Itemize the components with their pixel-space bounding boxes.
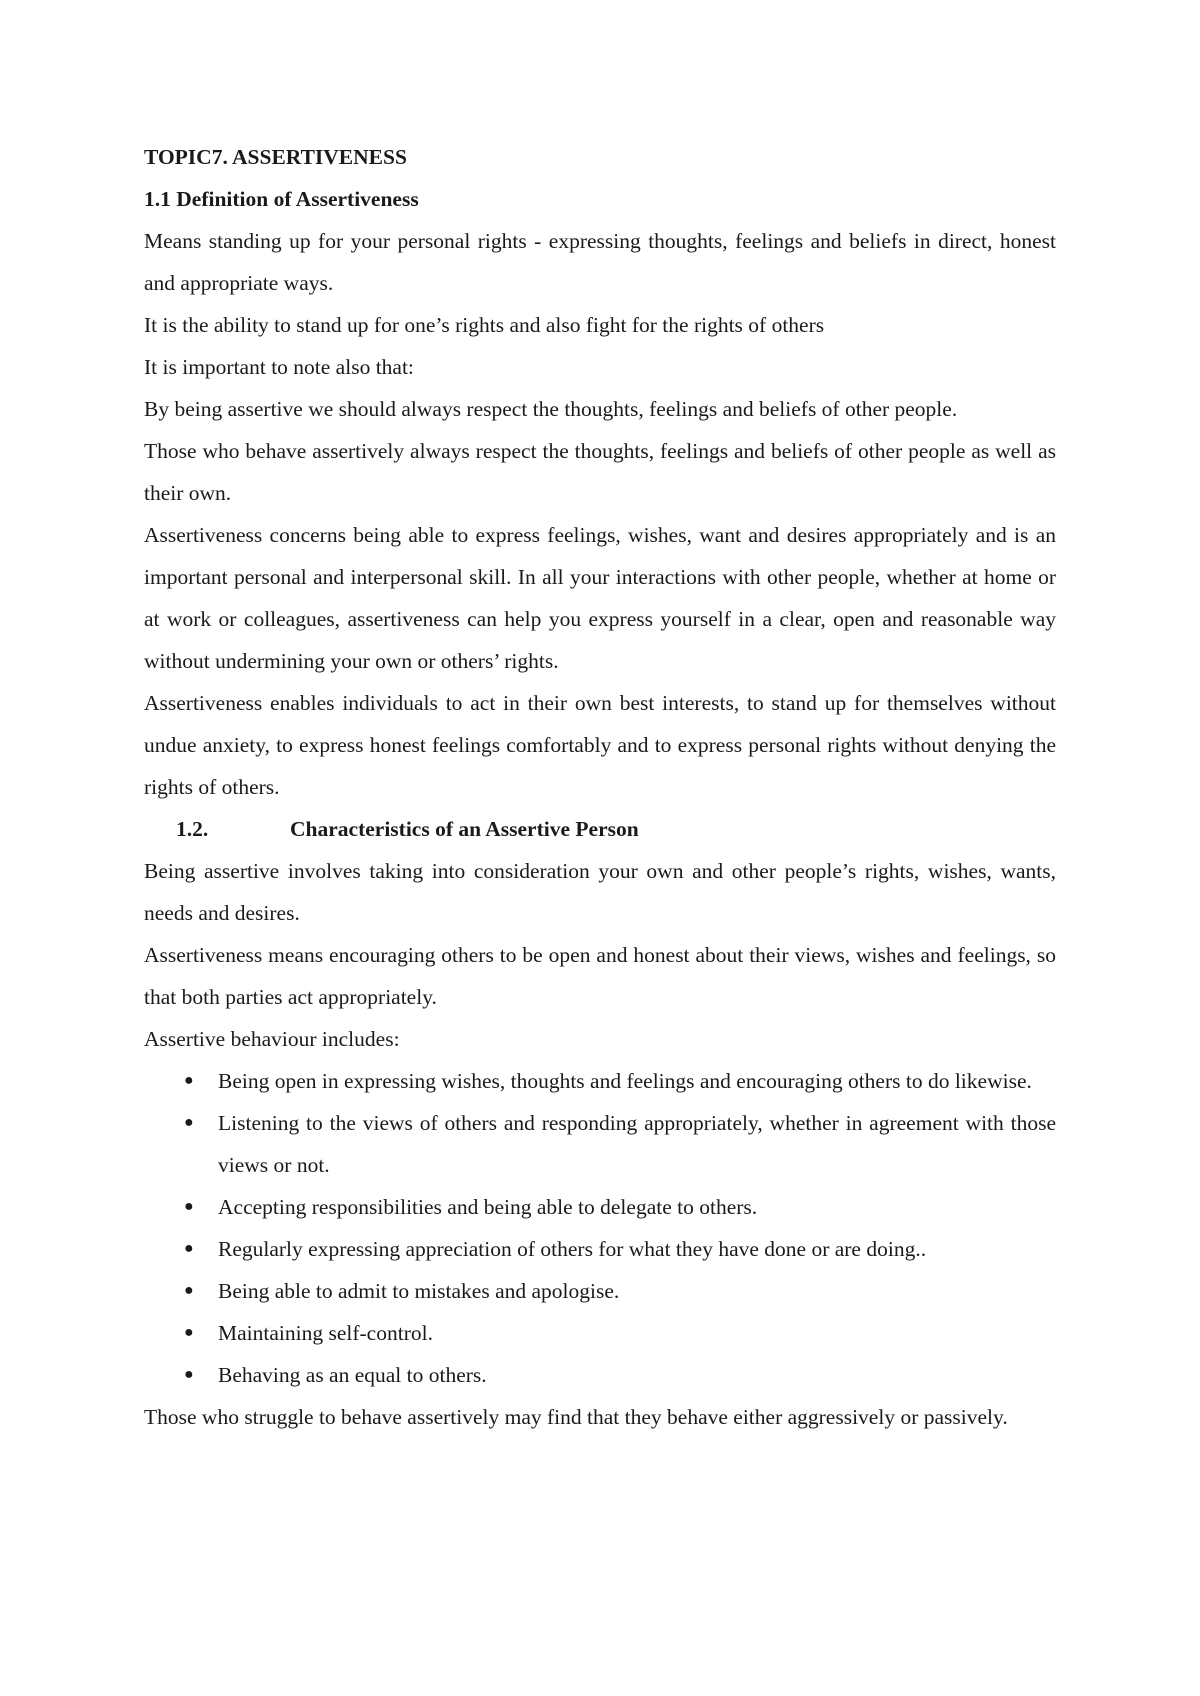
list-item — [144, 1060, 1056, 1102]
list-item-text: Regularly expressing appreciation of others for what they have done or are doing.. — [218, 1237, 927, 1261]
list-item — [144, 1312, 1056, 1354]
paragraph: Means standing up for your personal rights - expressing thoughts, feelings and beliefs in direct, honest and appropriate ways. — [144, 229, 1056, 295]
document-page — [144, 136, 1056, 1438]
list-item-text: Listening to the views of others and responding appropriately, whether in agreement with those views or not. — [218, 1111, 1056, 1177]
closing-paragraph: Those who struggle to behave assertively may find that they behave either aggressively or passively. — [144, 1405, 1008, 1429]
section-number: 1.2. — [176, 817, 209, 841]
list-item-text: Maintaining self-control. — [218, 1321, 433, 1345]
paragraph: Assertive behaviour includes: — [144, 1027, 400, 1051]
bullet-icon: ● — [184, 1198, 194, 1215]
bullet-icon: ● — [184, 1114, 194, 1131]
list-item — [144, 1228, 1056, 1270]
paragraph: It is the ability to stand up for one’s rights and also fight for the rights of others — [144, 313, 825, 337]
list-item-text: Being open in expressing wishes, thoughts and feelings and encouraging others to do likewise. — [218, 1069, 1032, 1093]
bullet-icon: ● — [184, 1282, 194, 1299]
behaviour-list — [144, 1060, 1056, 1396]
bullet-icon: ● — [184, 1072, 194, 1089]
list-item — [144, 1270, 1056, 1312]
bullet-icon: ● — [184, 1366, 194, 1383]
paragraph: Being assertive involves taking into consideration your own and other people’s rights, wishes, wants, needs and desires. — [144, 859, 1056, 925]
list-item-text: Accepting responsibilities and being able to delegate to others. — [218, 1195, 758, 1219]
section-heading-text: Characteristics of an Assertive Person — [290, 817, 639, 841]
list-item — [144, 1102, 1056, 1186]
paragraph: By being assertive we should always respect the thoughts, feelings and beliefs of other people. — [144, 397, 958, 421]
section-heading-definition: 1.1 Definition of Assertiveness — [144, 187, 419, 211]
paragraph: Assertiveness means encouraging others to be open and honest about their views, wishes and feelings, so that both parties act appropriately. — [144, 943, 1056, 1009]
section-heading-characteristics — [144, 808, 1056, 850]
list-item-text: Being able to admit to mistakes and apologise. — [218, 1279, 620, 1303]
list-item-text: Behaving as an equal to others. — [218, 1363, 487, 1387]
paragraph: Assertiveness enables individuals to act in their own best interests, to stand up for themselves without undue anxiety, to express honest feelings comfortably and to express personal rights without denying the rights of others. — [144, 691, 1056, 799]
bullet-icon: ● — [184, 1240, 194, 1257]
paragraph: It is important to note also that: — [144, 355, 414, 379]
bullet-icon: ● — [184, 1324, 194, 1341]
list-item — [144, 1186, 1056, 1228]
paragraph: Assertiveness concerns being able to express feelings, wishes, want and desires appropriately and is an important personal and interpersonal skill. In all your interactions with other people, whether at home or at work or colleagues, assertiveness can help you express yourself in a clear, open and reasonable way without undermining your own or others’ rights. — [144, 523, 1056, 673]
paragraph: Those who behave assertively always respect the thoughts, feelings and beliefs of other people as well as their own. — [144, 439, 1056, 505]
list-item — [144, 1354, 1056, 1396]
page-title: TOPIC7. ASSERTIVENESS — [144, 145, 407, 169]
